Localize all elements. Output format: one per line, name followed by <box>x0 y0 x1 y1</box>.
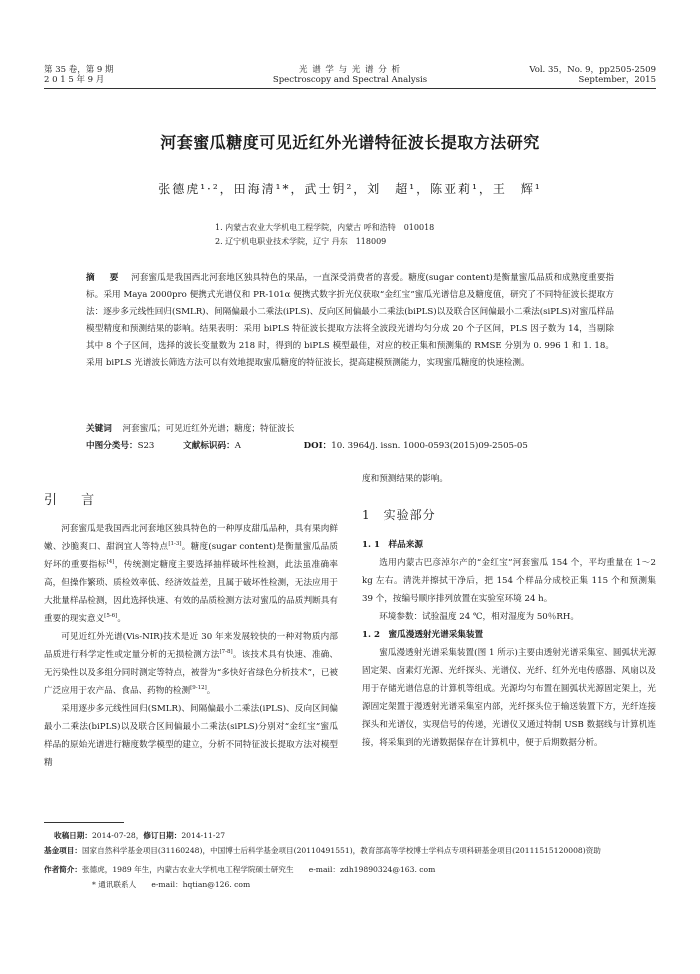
subsection-1-2-heading: 1. 2 蜜瓜漫透射光谱采集装置 <box>362 630 484 640</box>
revised-label: 修订日期： <box>143 831 182 840</box>
received-date: 2014-07-28， <box>91 831 144 840</box>
affiliations <box>215 221 434 249</box>
abstract-text: 河套蜜瓜是我国西北河套地区独具特色的果品，一直深受消费者的喜爱。糖度(sugar content)是衡量蜜瓜品质和成熟度重要指标。采用 Maya 2000pro 便携式光谱仪和 PR-101α 便携式数字折光仪获取“金红宝”蜜瓜光谱信息及糖度值，研究了不同特征波长提取方法：逐步多元线性回归(SMLR)、间隔偏最小二乘法(iPLS)、反向区间偏最小二乘法(biPLS)以及联合区间偏最小二乘法(siPLS)对蜜瓜样品模型精度和预测结果的影响。结果表明：采用 biPLS 特征波长提取方法将全波段光谱均匀分成 20 个子区间，PLS 因子数为 14，当剔除其中 8 个子区间，选择的波长变量数为 218 时，得到的 biPLS 模型最佳，对应的校正集和预测集的 RMSE 分别为 0. 996 1 和 1. 18。采用 biPLS 光谱波长筛选方法可以有效地提取蜜瓜糖度的特征波长，提高建模预测能力，实现蜜瓜糖度的快速检测。 <box>86 273 614 368</box>
month-year-en: September，2015 <box>578 75 656 85</box>
citation: [9-12] <box>190 685 207 692</box>
environment-paragraph: 环境参数：试验温度 24 ℃，相对湿度为 50％RH。 <box>379 612 579 622</box>
vol-pages: Vol. 35，No. 9，pp2505-2509 <box>529 65 656 75</box>
right-column <box>362 470 656 752</box>
intro-p1-text: 河套蜜瓜是我国西北河套地区独具特色的一种厚皮甜瓜品种，具有果肉鲜嫩、沙脆爽口、甜润宜人等特点 <box>44 524 338 552</box>
bio-text: 张德虎，1989 年生，内蒙古农业大学机电工程学院硕士研究生 e-mail：zdh19890324@163. com <box>81 865 436 874</box>
section-1-heading: 1 实验部分 <box>362 508 436 522</box>
continued-text: 度和预测结果的影响。 <box>362 474 448 484</box>
year-month: 2 0 1 5 年 9 月 <box>44 75 105 85</box>
keywords <box>86 421 614 438</box>
keywords-label: 关键词 <box>86 424 112 434</box>
intro-p2-text: 。该技术具有快速、准确、无污染性以及多组分同时测定等特点，被誉为“多快好省绿色分析技术”，已被广泛应用于农产品、食品、药物的检测 <box>44 650 338 696</box>
clc-value: S23 <box>137 441 155 451</box>
classification-line <box>86 438 614 455</box>
doi-value: 10. 3964/j. issn. 1000-0593(2015)09-2505-05 <box>331 441 528 451</box>
abstract <box>86 270 614 372</box>
journal-name-cn: 光 谱 学 与 光 谱 分 析 <box>299 65 401 75</box>
citation: [5-6] <box>104 613 118 620</box>
intro-paragraph-1 <box>44 520 338 628</box>
bio-line <box>44 862 656 877</box>
received-label: 收稿日期： <box>54 831 92 840</box>
journal-pages <box>529 65 656 85</box>
intro-paragraph-3: 采用逐步多元线性回归(SMLR)、间隔偏最小二乘法(iPLS)、反向区间偏最小二乘法(biPLS)以及联合区间偏最小二乘法(siPLS)分别对“金红宝”蜜瓜样品的原始光谱进行糖度数学模型的建立，分析不同特征波长提取方法对模型精 <box>44 704 338 768</box>
citation: [4] <box>106 559 115 566</box>
footnote-rule <box>44 822 124 823</box>
apparatus-paragraph: 蜜瓜漫透射光谱采集装置(图 1 所示)主要由透射光谱采集室、圆弧状光源固定架、卤素灯光源、光纤探头、光谱仪、光纤、红外光电传感器、风扇以及用于存储光谱信息的计算机等组成。光源均匀布置在圆弧状光源固定架上，光源固定架置于漫透射光谱采集室内部，光纤探头位于输送装置下方，光纤连接探头和光谱仪，实现信号的传递，光谱仪又通过特制 USB 数据线与计算机连接，将采集到的光谱数据保存在计算机中，便于后期数据分析。 <box>362 648 656 748</box>
intro-body <box>44 520 338 772</box>
doc-code-label: 文献标识码： <box>183 441 235 451</box>
intro-p2-text: 可见近红外光谱(Vis-NIR)技术是近 30 年来发展较快的一种对物质内部品质进行科学定性或定量分析的无损检测方法 <box>44 632 338 660</box>
dates-line <box>44 828 656 843</box>
intro-heading: 引 言 <box>44 493 105 508</box>
keywords-text: 河套蜜瓜；可见近红外光谱；糖度；特征波长 <box>122 424 295 434</box>
bio-label: 作者简介： <box>44 865 82 874</box>
fund-label: 基金项目： <box>44 846 82 855</box>
citation: [7-8] <box>219 649 233 656</box>
intro-p2-text: 。 <box>206 686 216 696</box>
journal-name-en: Spectroscopy and Spectral Analysis <box>272 75 428 85</box>
fund-text: 国家自然科学基金项目(31160248)，中国博士后科学基金项目(20110491551)，教育部高等学校博士学科点专项科研基金项目(20111515120008)资助 <box>81 846 601 855</box>
intro-p1-text: 。糖度(sugar content)是衡量蜜瓜品质好坏的重要指标 <box>44 542 338 570</box>
intro-paragraph-2 <box>44 628 338 700</box>
intro-p1-text: ，传统测定糖度主要选择抽样破坏性检测，此法虽准确率高，但操作繁琐、质检效率低、经济效益差，且属于破坏性检测，无法应用于大批量样品检测，因此选择快速、有效的品质检测方法对蜜瓜的品质判断具有重要的现实意义 <box>44 560 338 624</box>
doc-code-value: A <box>234 441 241 451</box>
subsection-1-1-heading: 1. 1 样品来源 <box>362 540 423 550</box>
affiliation-1: 1. 内蒙古农业大学机电工程学院，内蒙古 呼和浩特 010018 <box>215 223 435 232</box>
clc-label: 中图分类号： <box>86 441 138 451</box>
revised-date: 2014-11-27 <box>181 831 226 840</box>
paper-title: 河套蜜瓜糖度可见近红外光谱特征波长提取方法研究 <box>160 133 540 152</box>
volume-issue: 第 35 卷，第 9 期 <box>44 65 114 75</box>
header-rule <box>44 88 656 89</box>
corresponding-line: * 通讯联系人 e-mail：hqtian@126. com <box>92 880 251 889</box>
intro-p1-text: 。 <box>117 614 126 624</box>
sample-source-paragraph: 选用内蒙古巴彦淖尔产的“金红宝”河套蜜瓜 154 个，平均重量在 1～2 kg 左右。清洗并擦拭干净后，把 154 个样品分成校正集 115 个和预测集 39 个，按编号顺序排列放置在实验室环境 24 h。 <box>362 558 656 604</box>
fund-line <box>44 843 656 858</box>
abstract-label: 摘 要 <box>86 273 125 283</box>
footnotes <box>44 828 656 892</box>
author-list: 张德虎¹·²，田海清¹*，武士钥²，刘 超¹，陈亚莉¹，王 辉¹ <box>158 182 542 196</box>
citation: [1-3] <box>168 541 182 548</box>
affiliation-2: 2. 辽宁机电职业技术学院，辽宁 丹东 118009 <box>215 237 387 246</box>
doi-label: DOI： <box>303 441 332 451</box>
